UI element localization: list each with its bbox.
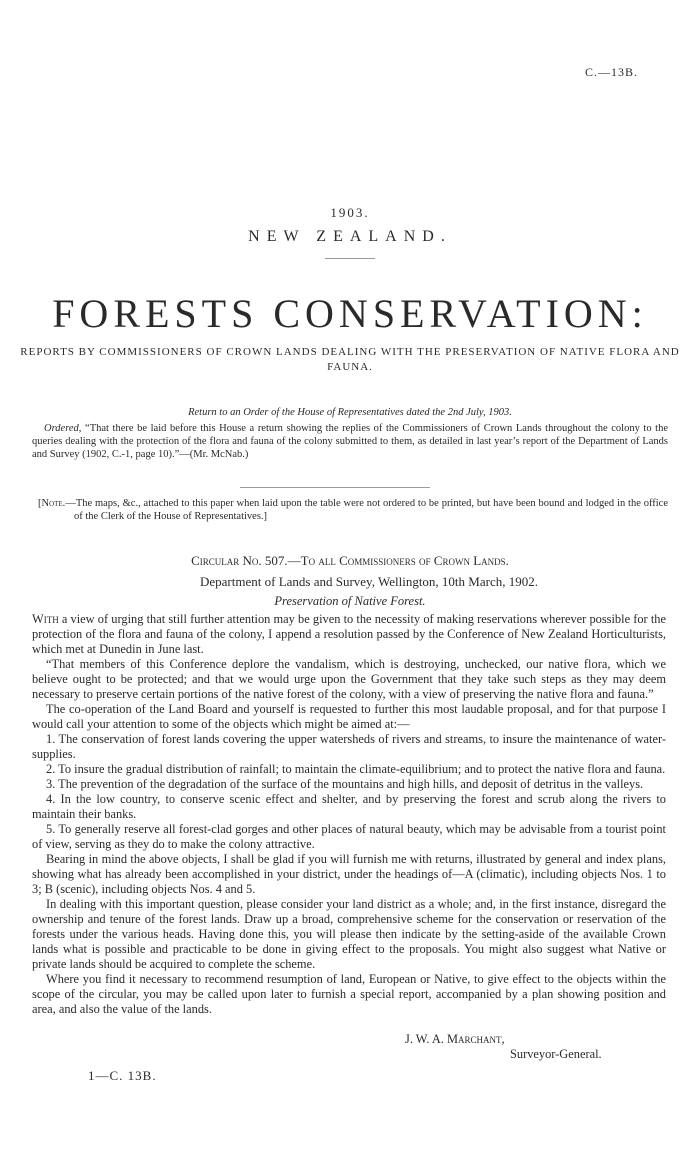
- body-paragraph-1: With a view of urging that still further attention may be given to the necessity of making reservations wherever possible for the protection of the flora and fauna of the colony, I append a resolution passed by the Conference of New Zealand Horticulturists, which met at Dunedin in June last.: [32, 612, 666, 656]
- country-heading: NEW ZEALAND.: [248, 228, 452, 245]
- department-line: Department of Lands and Survey, Wellington, 10th March, 1902.: [200, 574, 538, 589]
- note-label: [Note.: [38, 498, 66, 509]
- document-title: FORESTS CONSERVATION:: [52, 291, 648, 336]
- page-reference: C.—13B.: [584, 65, 638, 79]
- object-item: 2. To insure the gradual distribution of rainfall; to maintain the climate-equilibrium; and to protect the native flora and fauna.: [46, 762, 666, 776]
- note-text: —The maps, &c., attached to this paper when laid upon the table were not ordered to be printed, but have been bound and lodged in the office of the Clerk of the House of Representatives.]: [65, 498, 668, 522]
- return-order-title: Return to an Order of the House of Representatives dated the 2nd July, 1903.: [188, 407, 512, 418]
- footer-reference: 1—C. 13B.: [88, 1068, 157, 1083]
- body-paragraph-3: The co-operation of the Land Board and yourself is requested to further this most laudable proposal, and for that purpose I would call your attention to some of the objects which might be aimed at:—: [32, 702, 666, 731]
- body-paragraph-4: Bearing in mind the above objects, I shall be glad if you will furnish me with returns, illustrated by general and index plans, showing what has already been accomplished in your district, under the headings of—A (climatic), including objects Nos. 1 to 3; B (scenic), including objects Nos. 4 and 5.: [32, 852, 666, 896]
- object-item: 1. The conservation of forest lands covering the upper watersheds of rivers and streams, to insure the maintenance of water-supplies.: [32, 732, 666, 761]
- circular-subject: Preservation of Native Forest.: [274, 594, 426, 608]
- object-item: 4. In the low country, to conserve scenic effect and shelter, and by preserving the forest and scrub along the rivers to maintain their banks.: [32, 792, 666, 821]
- signature-block: [405, 1032, 685, 1062]
- document-subtitle: REPORTS BY COMMISSIONERS OF CROWN LANDS DEALING WITH THE PRESERVATION OF NATIVE FLORA AND FAUNA.: [20, 346, 680, 373]
- signatory-name: J. W. A. Marchant,: [405, 1032, 505, 1046]
- paragraph-lead-word: With: [32, 612, 59, 626]
- object-item: 3. The prevention of the degradation of the surface of the mountains and high hills, and deposit of detritus in the valleys.: [46, 777, 644, 791]
- ordered-label: Ordered,: [44, 423, 82, 434]
- note-paragraph: [38, 497, 668, 523]
- publication-year: 1903.: [330, 205, 370, 220]
- divider-middle: [240, 487, 430, 488]
- body-paragraph-6: Where you find it necessary to recommend resumption of land, European or Native, to give effect to the objects within the scope of the circular, you may be called upon later to furnish a special report, accompanied by a plan showing position and area, and also the value of the lands.: [32, 972, 666, 1016]
- divider-top: [325, 258, 375, 259]
- body-paragraph-5: In dealing with this important question, please consider your land district as a whole; and, in the first instance, disregard the ownership and tenure of the forest lands. Draw up a broad, comprehensive scheme for the conservation or reservation of the forests under the various heads. Having done this, you will please then indicate by the setting-aside of the available Crown lands what is possible and practicable to be done in giving effect to the proposals. You might also suggest what Native or private lands should be acquired to complete the scheme.: [32, 897, 666, 971]
- circular-body: [32, 612, 666, 1017]
- signatory-title: Surveyor-General.: [510, 1047, 602, 1061]
- ordered-paragraph: [32, 422, 668, 461]
- circular-heading: Circular No. 507.—To all Commissioners of Crown Lands.: [191, 553, 509, 568]
- resolution-quote: “That members of this Conference deplore the vandalism, which is destroying, unchecked, our native flora, which we believe ought to be protected; and that we would urge upon the Government that they take such steps as they may deem necessary to preserve certain portions of the native forest of the colony, with a view of preserving the native flora and fauna.”: [32, 657, 666, 701]
- ordered-text: “That there be laid before this House a return showing the replies of the Commissioners of Crown Lands throughout the colony to the queries dealing with the protection of the flora and fauna of the colony submitted to them, as detailed in last year’s report of the Department of Lands and Survey (1902, C.-1, page 10).”—(Mr. McNab.): [32, 423, 669, 460]
- object-item: 5. To generally reserve all forest-clad gorges and other places of natural beauty, which may be advisable from a tourist point of view, serving as they do to make the colony attractive.: [32, 822, 666, 851]
